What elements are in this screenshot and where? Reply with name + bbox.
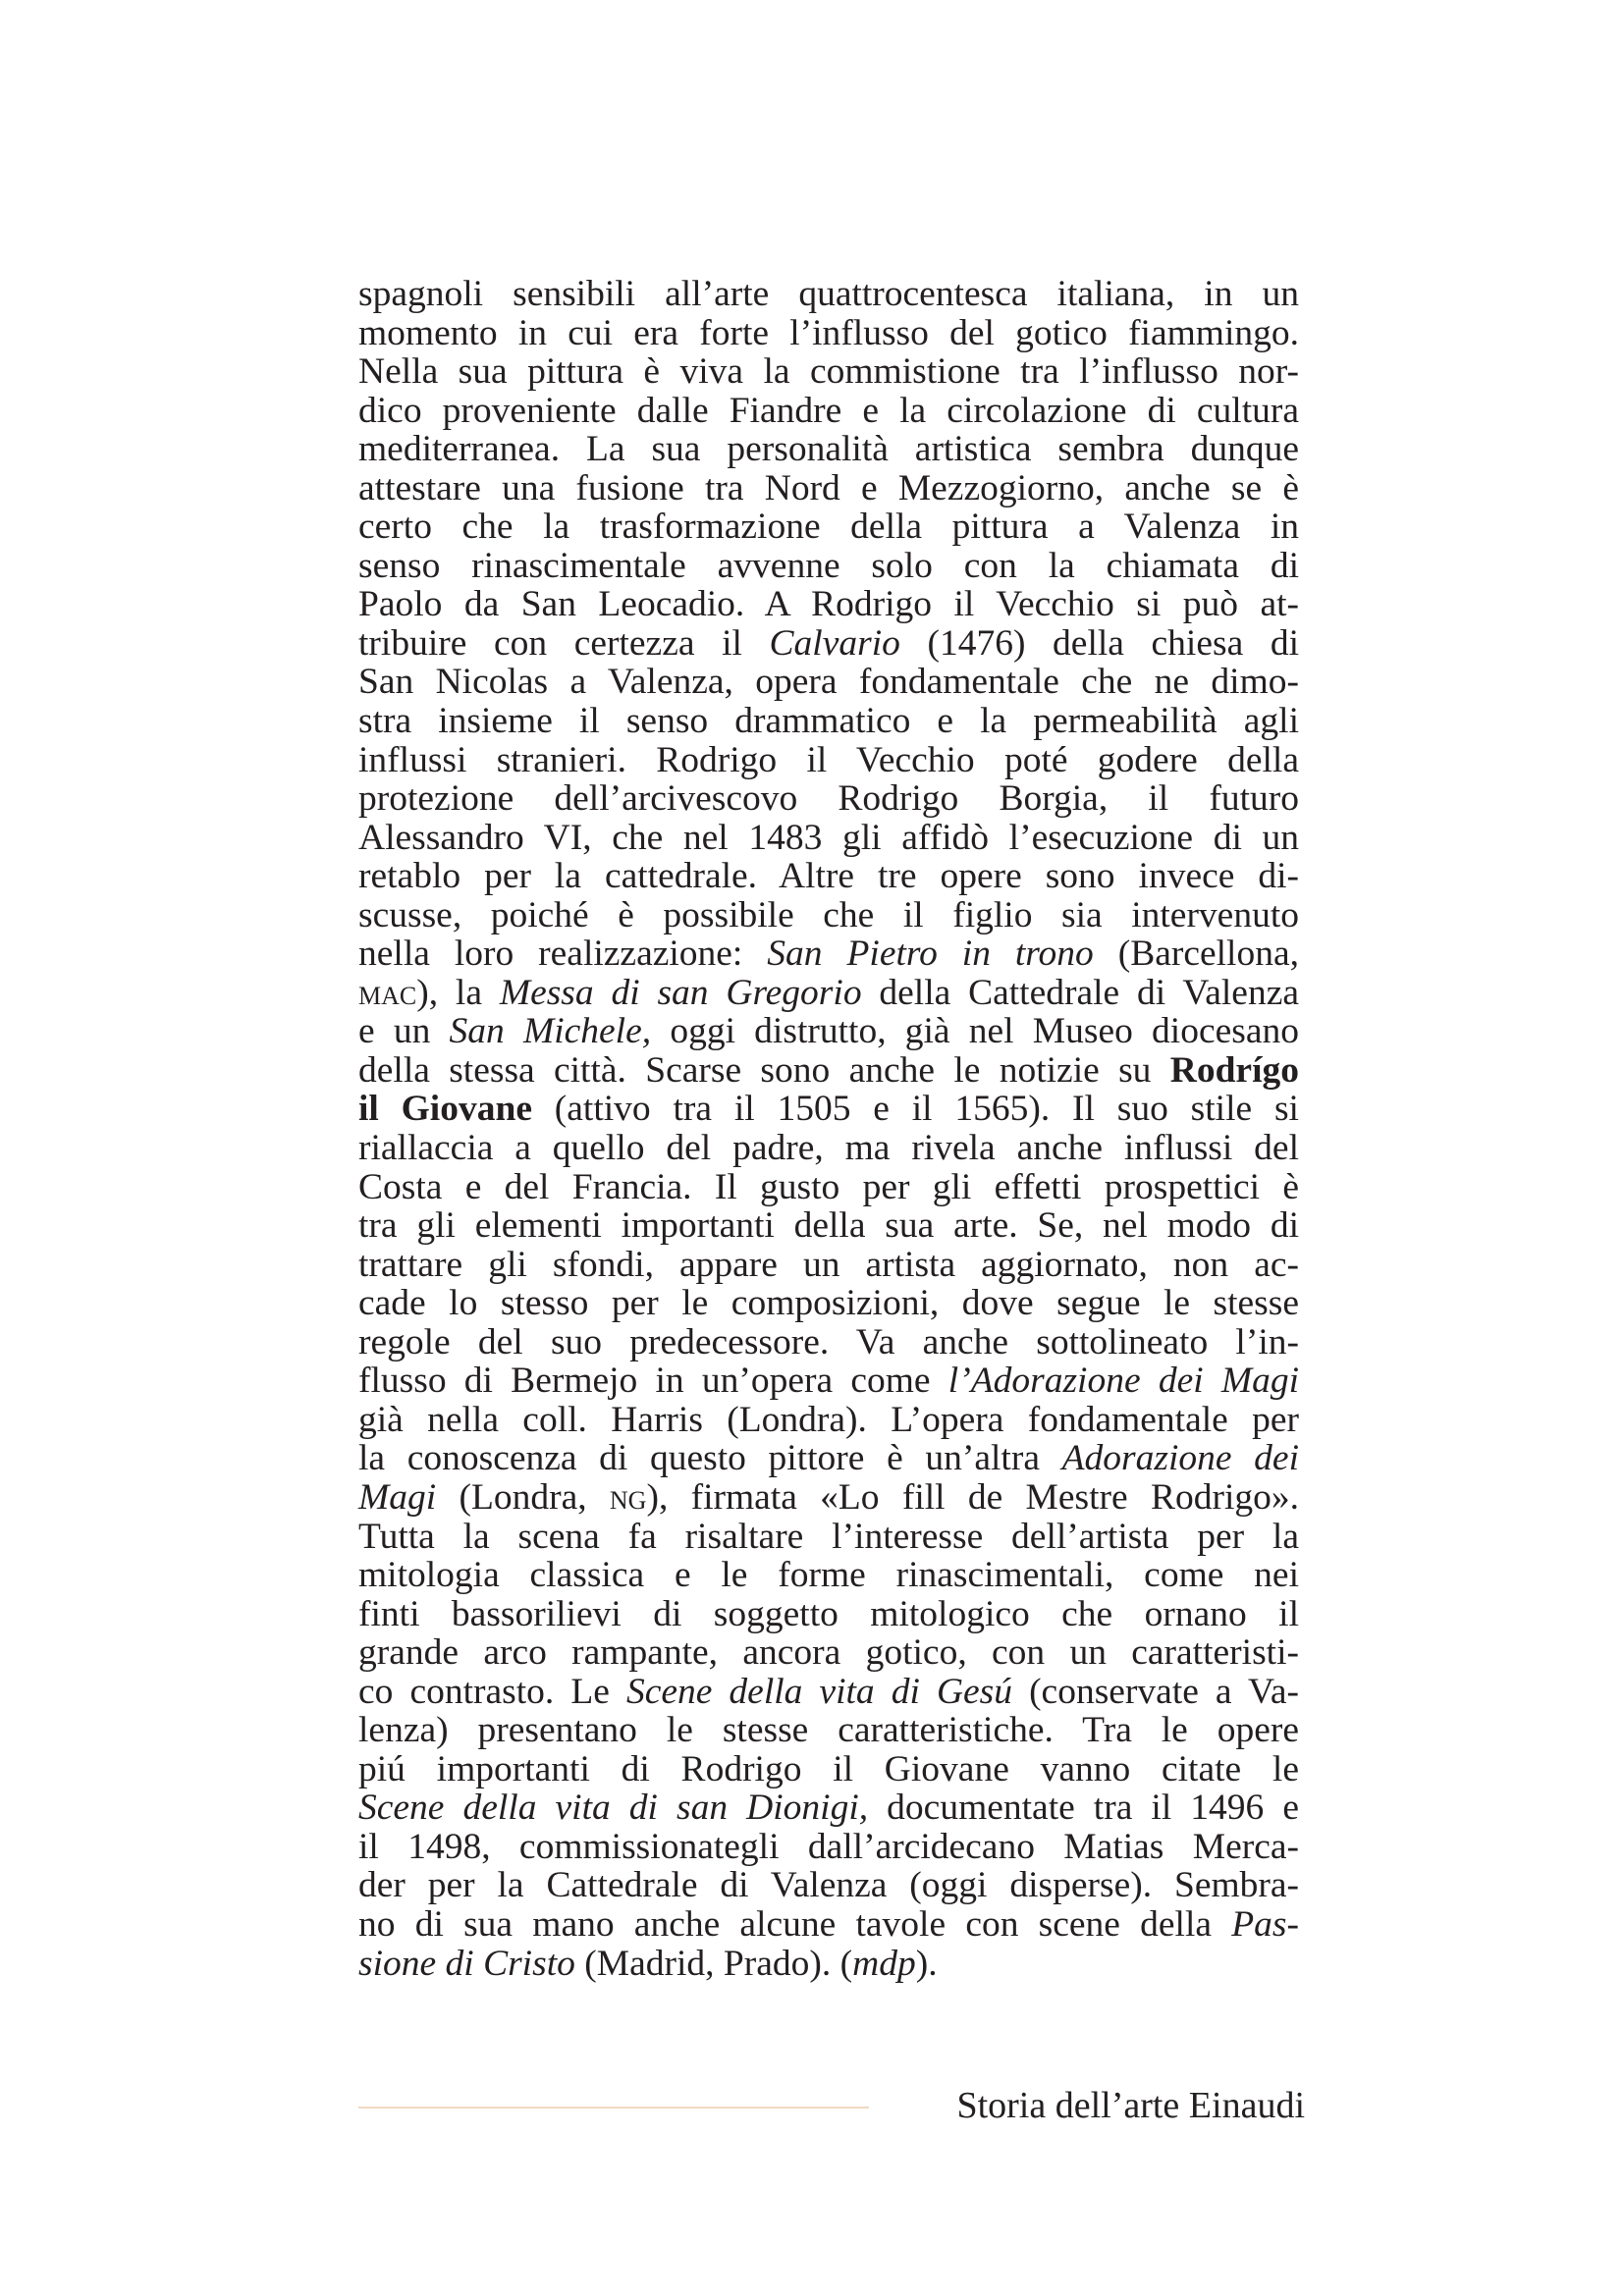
text-run: tra gli elementi importanti della sua arte. Se, nel modo di bbox=[358, 1205, 1299, 1247]
text-run: dico proveniente dalle Fiandre e la circolazione di cultura bbox=[358, 390, 1299, 431]
text-line bbox=[358, 1129, 1299, 1168]
text-run: ), la bbox=[416, 972, 500, 1013]
text-run: scusse, poiché è possibile che il figlio sia intervenuto bbox=[358, 894, 1299, 935]
text-run: (Barcellona, bbox=[1093, 934, 1299, 975]
text-run: Nella sua pittura è viva la commistione tra l’influsso nor- bbox=[358, 351, 1299, 393]
text-run: piú importanti di Rodrigo il Giovane vanno citate le bbox=[358, 1748, 1299, 1789]
text-line bbox=[358, 1866, 1299, 1905]
text-run: Costa e del Francia. Il gusto per gli effetti prospettici è bbox=[358, 1166, 1299, 1207]
text-run: certo che la trasformazione della pittura a Valenza in bbox=[358, 507, 1299, 548]
italic-text: San Pietro in trono bbox=[767, 934, 1094, 975]
text-run: Paolo da San Leocadio. A Rodrigo il Vecchio si può at- bbox=[358, 584, 1299, 625]
text-line bbox=[358, 507, 1299, 547]
italic-text: Scene della vita di san Dionigi, bbox=[358, 1788, 869, 1829]
text-run: oggi distrutto, già nel Museo diocesano bbox=[651, 1011, 1299, 1052]
text-line bbox=[358, 1206, 1299, 1246]
text-run: Alessandro VI, che nel 1483 gli affidò l’esecuzione di un bbox=[358, 817, 1299, 858]
text-run: San Nicolas a Valenza, opera fondamentale che ne dimo- bbox=[358, 662, 1299, 703]
text-run: Tutta la scena fa risaltare l’interesse dell’artista per la bbox=[358, 1516, 1299, 1557]
text-run: mediterranea. La sua personalità artistica sembra dunque bbox=[358, 429, 1299, 470]
text-run: regole del suo predecessore. Va anche sottolineato l’in- bbox=[358, 1321, 1299, 1362]
text-run: attestare una fusione tra Nord e Mezzogiorno, anche se è bbox=[358, 467, 1299, 508]
small-caps-text: mac bbox=[358, 972, 417, 1013]
text-run: ). bbox=[915, 1943, 938, 1984]
text-line bbox=[358, 585, 1299, 624]
text-run: (Londra, bbox=[436, 1476, 610, 1518]
text-run: (Madrid, Prado). ( bbox=[574, 1943, 853, 1984]
text-line bbox=[358, 1945, 1299, 1984]
text-run: mitologia classica e le forme rinascimentali, come nei bbox=[358, 1555, 1299, 1596]
text-line bbox=[358, 857, 1299, 896]
italic-text: mdp bbox=[852, 1943, 916, 1984]
italic-text: Messa di san Gregorio bbox=[499, 972, 862, 1013]
bold-text: il Giovane bbox=[358, 1089, 532, 1130]
text-run: no di sua mano anche alcune tavole con scene della bbox=[358, 1903, 1232, 1945]
italic-text: Adorazione dei bbox=[1061, 1438, 1299, 1479]
text-run: riallaccia a quello del padre, ma rivela anche influssi del bbox=[358, 1128, 1299, 1169]
text-run: finti bassorilievi di soggetto mitologico che ornano il bbox=[358, 1593, 1299, 1634]
text-run: influssi stranieri. Rodrigo il Vecchio poté godere della bbox=[358, 739, 1299, 780]
text-line bbox=[358, 275, 1299, 314]
text-line bbox=[358, 392, 1299, 431]
text-run: (conservate a Va- bbox=[1012, 1671, 1299, 1712]
italic-text: Pas- bbox=[1231, 1903, 1299, 1945]
text-run: spagnoli sensibili all’arte quattrocentesca italiana, in un bbox=[358, 274, 1299, 314]
text-line bbox=[358, 1673, 1299, 1712]
text-line bbox=[358, 430, 1299, 469]
text-line bbox=[358, 624, 1299, 664]
text-line bbox=[358, 1750, 1299, 1789]
text-line bbox=[358, 1905, 1299, 1945]
text-run: cade lo stesso per le composizioni, dove segue le stesse bbox=[358, 1283, 1299, 1324]
italic-text: l’Adorazione dei Magi bbox=[947, 1361, 1299, 1402]
footer-title: Storia dell’arte Einaudi bbox=[956, 2085, 1305, 2126]
text-line bbox=[358, 469, 1299, 508]
text-line bbox=[358, 1362, 1299, 1401]
text-line bbox=[358, 1439, 1299, 1478]
italic-text: Calvario bbox=[769, 622, 900, 664]
text-run: trattare gli sfondi, appare un artista aggiornato, non ac- bbox=[358, 1244, 1299, 1285]
text-line bbox=[358, 741, 1299, 780]
italic-text: San Michele, bbox=[449, 1011, 652, 1052]
text-run: protezione dell’arcivescovo Rodrigo Borgia, il futuro bbox=[358, 778, 1299, 820]
text-line bbox=[358, 1711, 1299, 1750]
text-line bbox=[358, 1478, 1299, 1518]
text-line bbox=[358, 1556, 1299, 1595]
text-run: stra insieme il senso drammatico e la permeabilità agli bbox=[358, 701, 1299, 742]
text-run: grande arco rampante, ancora gotico, con un caratteristi- bbox=[358, 1632, 1299, 1674]
text-line bbox=[358, 1595, 1299, 1634]
text-line bbox=[358, 663, 1299, 702]
text-run: della Cattedrale di Valenza bbox=[861, 972, 1299, 1013]
footer-rule bbox=[358, 2107, 869, 2109]
text-line bbox=[358, 702, 1299, 741]
text-run: der per la Cattedrale di Valenza (oggi disperse). Sembra- bbox=[358, 1865, 1299, 1906]
text-run: la conoscenza di questo pittore è un’altra bbox=[358, 1438, 1062, 1479]
text-line bbox=[358, 896, 1299, 935]
text-line bbox=[358, 1090, 1299, 1129]
text-line bbox=[358, 934, 1299, 974]
text-run: ), firmata «Lo fill de Mestre Rodrigo». bbox=[646, 1476, 1299, 1518]
italic-text: Scene della vita di Gesú bbox=[625, 1671, 1013, 1712]
text-run: della stessa città. Scarse sono anche le notizie su bbox=[358, 1049, 1170, 1091]
text-run: e un bbox=[358, 1011, 450, 1052]
italic-text: sione di Cristo bbox=[358, 1943, 575, 1984]
text-line bbox=[358, 1323, 1299, 1362]
text-run: documentate tra il 1496 e bbox=[868, 1788, 1299, 1829]
text-run: nella loro realizzazione: bbox=[358, 934, 768, 975]
bold-text: Rodrígo bbox=[1169, 1049, 1299, 1091]
text-run: lenza) presentano le stesse caratteristiche. Tra le opere bbox=[358, 1710, 1299, 1751]
text-line bbox=[358, 1051, 1299, 1091]
text-run: il 1498, commissionategli dall’arcidecano Matias Merca- bbox=[358, 1826, 1299, 1867]
text-run: co contrasto. Le bbox=[358, 1671, 626, 1712]
text-line bbox=[358, 1401, 1299, 1440]
body-text bbox=[358, 275, 1299, 1983]
text-run: (attivo tra il 1505 e il 1565). Il suo stile si bbox=[531, 1089, 1299, 1130]
text-line bbox=[358, 1168, 1299, 1207]
text-line bbox=[358, 1789, 1299, 1828]
text-run: senso rinascimentale avvenne solo con la chiamata di bbox=[358, 545, 1299, 586]
text-line bbox=[358, 779, 1299, 819]
text-line bbox=[358, 352, 1299, 392]
text-run: retablo per la cattedrale. Altre tre opere sono invece di- bbox=[358, 856, 1299, 897]
small-caps-text: ng bbox=[609, 1476, 647, 1518]
text-line bbox=[358, 974, 1299, 1013]
text-line bbox=[358, 1828, 1299, 1867]
text-run: tribuire con certezza il bbox=[358, 622, 770, 664]
text-run: già nella coll. Harris (Londra). L’opera fondamentale per bbox=[358, 1399, 1299, 1440]
text-run: momento in cui era forte l’influsso del gotico fiammingo. bbox=[358, 312, 1299, 353]
text-line bbox=[358, 1284, 1299, 1323]
page-footer bbox=[358, 2081, 1305, 2130]
text-line bbox=[358, 1012, 1299, 1051]
text-line bbox=[358, 1246, 1299, 1285]
text-line bbox=[358, 1518, 1299, 1557]
text-run: flusso di Bermejo in un’opera come bbox=[358, 1361, 948, 1402]
text-line bbox=[358, 819, 1299, 858]
text-run: (1476) della chiesa di bbox=[899, 622, 1299, 664]
text-line bbox=[358, 314, 1299, 353]
text-line bbox=[358, 547, 1299, 586]
text-line bbox=[358, 1633, 1299, 1673]
italic-text: Magi bbox=[358, 1476, 437, 1518]
